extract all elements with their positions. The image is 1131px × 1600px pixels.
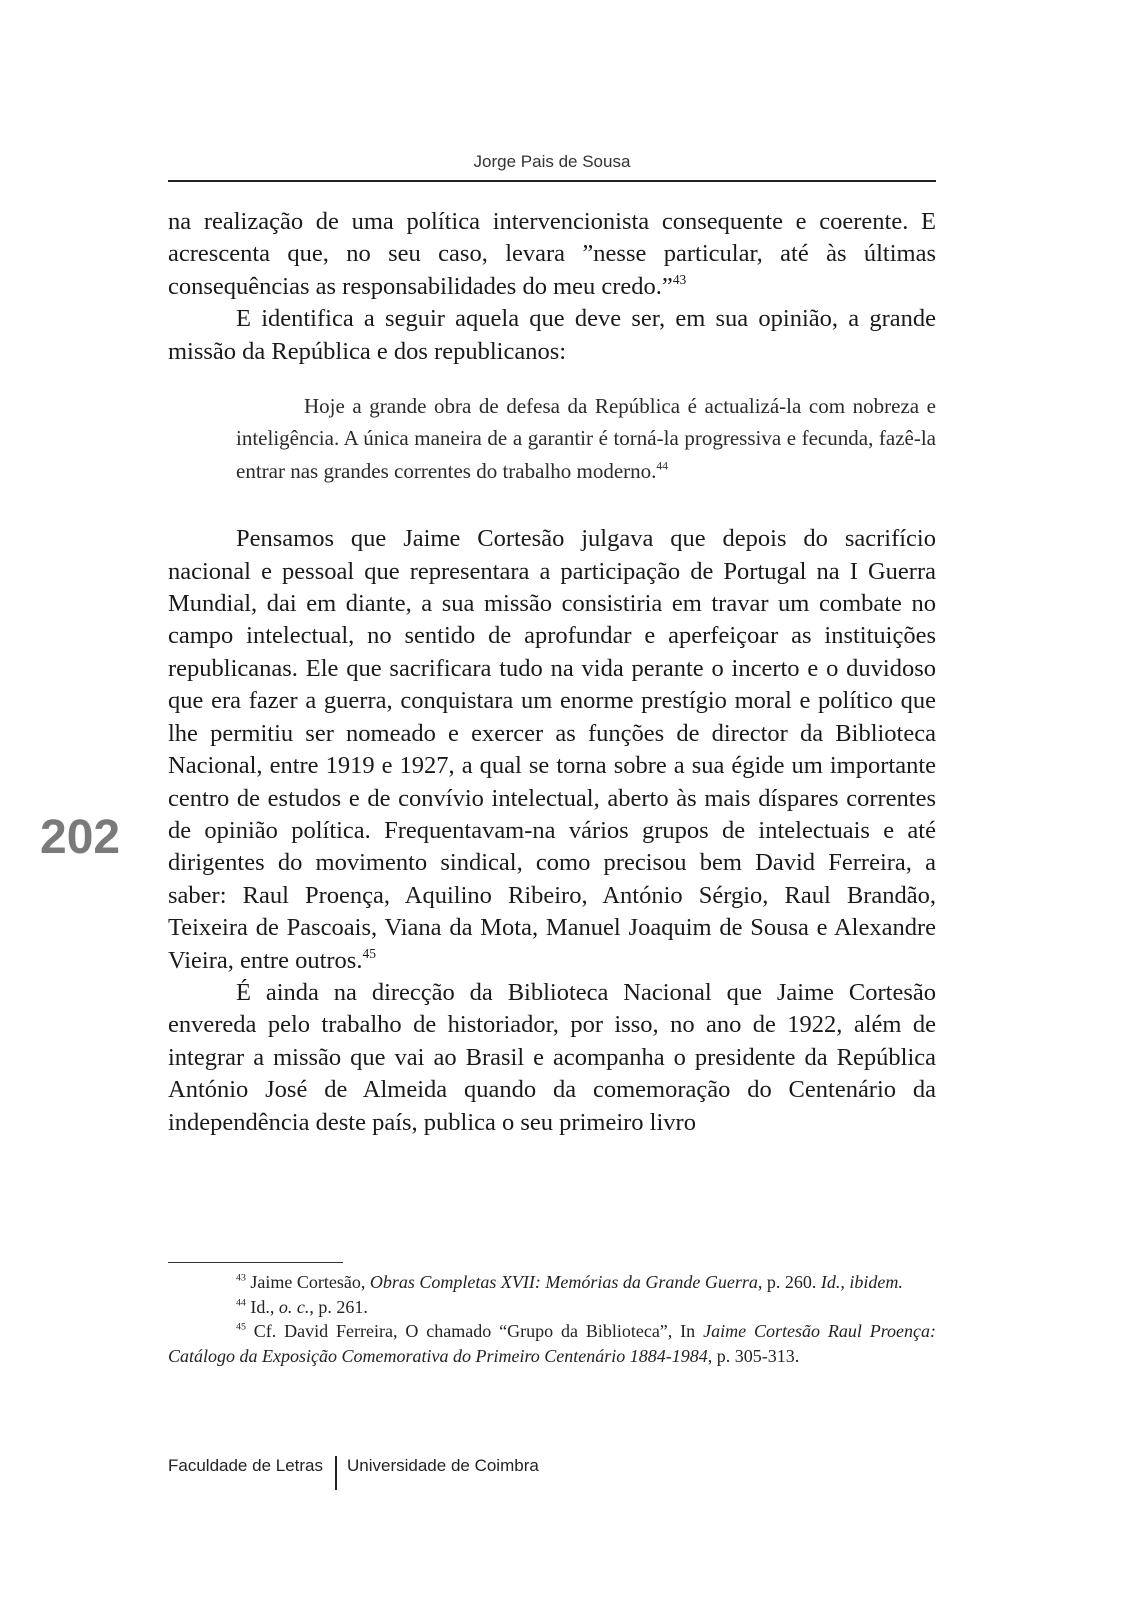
footnote-ref-45[interactable]: 45 [362,945,376,961]
block-quote: Hoje a grande obra de defesa da República é actualizá-la com nobreza e inteligência. A única maneira de a garantir é torná-la progressiva e fecunda, fazê-la entrar nas grandes correntes do trabalho moderno.$^{44}$ [236,394,936,483]
paragraph-4: É ainda na direcção da Biblioteca Nacional que Jaime Cortesão envereda pelo trabalho de historiador, por isso, no ano de 1922, além de integrar a missão que vai ao Brasil e acompanha o presidente da República António José de Almeida quando da comemoração do Centenário da independência deste país, publica o seu primeiro livro [168,978,936,1136]
footer-faculty: Faculdade de Letras [168,1456,323,1475]
footnote-ref-43[interactable]: 43 [672,271,687,287]
paragraph-3: Pensamos que Jaime Cortesão julgava que depois do sacrifício nacional e pessoal que representara a participação de Portugal na I Guerra Mundial, dai em diante, a sua missão consistiria em travar um combate no campo intelectual, no sentido de aprofundar e aperfeiçoar as instituições republicanas. Ele que sacrificara tudo na vida perante o incerto e o duvidoso que era fazer a guerra, conquistara um enorme prestígio moral e político que lhe permitiu ser nomeado e exercer as funções de director da Biblioteca Nacional, entre 1919 e 1927, a qual se torna sobre a sua égide um importante centro de estudos e de convívio intelectual, aberto às mais díspares correntes de opinião política. Frequentavam-na vários grupos de intelectuais e até dirigentes do movimento sindical, como precisou bem David Ferreira, a saber: Raul Proença, Aquilino Ribeiro, António Sérgio, Raul Brandão, Teixeira de Pascoais, Viana da Mota, Manuel Joaquim de Sousa e Alexandre Vieira, entre outros.$^{45}$ [168,525,936,974]
footnote-43: $^{43}$ Jaime Cortesão, Obras Completas XVII: Memórias da Grande Guerra, p. 260. Id., ibidem. [236,1272,903,1292]
running-header-author: Jorge Pais de Sousa [473,152,631,171]
footnote-44: $^{44}$ Id., o. c., p. 261. [236,1296,368,1317]
paragraph-2: E identifica a seguir aquela que deve ser, em sua opinião, a grande missão da República e dos republicanos: [168,305,936,365]
footer-university: Universidade de Coimbra [347,1456,539,1475]
footnote-45: $^{45}$ Cf. David Ferreira, O chamado “Grupo da Biblioteca”, In Jaime Cortesão Raul Proença: Catálogo da Exposição Comemorativa do Primeiro Centenário 1884-1984, p. 305-313. [168,1321,937,1366]
footnote-ref-44[interactable]: 44 [656,460,668,473]
footnote-separator [168,1262,343,1263]
page-footer [168,1456,539,1490]
paragraph-1: na realização de uma política intervencionista consequente e coerente. E acrescenta que, no seu caso, levara ”nesse particular, até às últimas consequências as responsabilidades do meu credo.”$^{43}$ [168,208,936,300]
page-number: 202 [40,811,121,864]
header-rule [168,180,936,182]
footer-divider [335,1456,337,1490]
main-text [168,206,936,1139]
footnotes [168,1270,936,1368]
